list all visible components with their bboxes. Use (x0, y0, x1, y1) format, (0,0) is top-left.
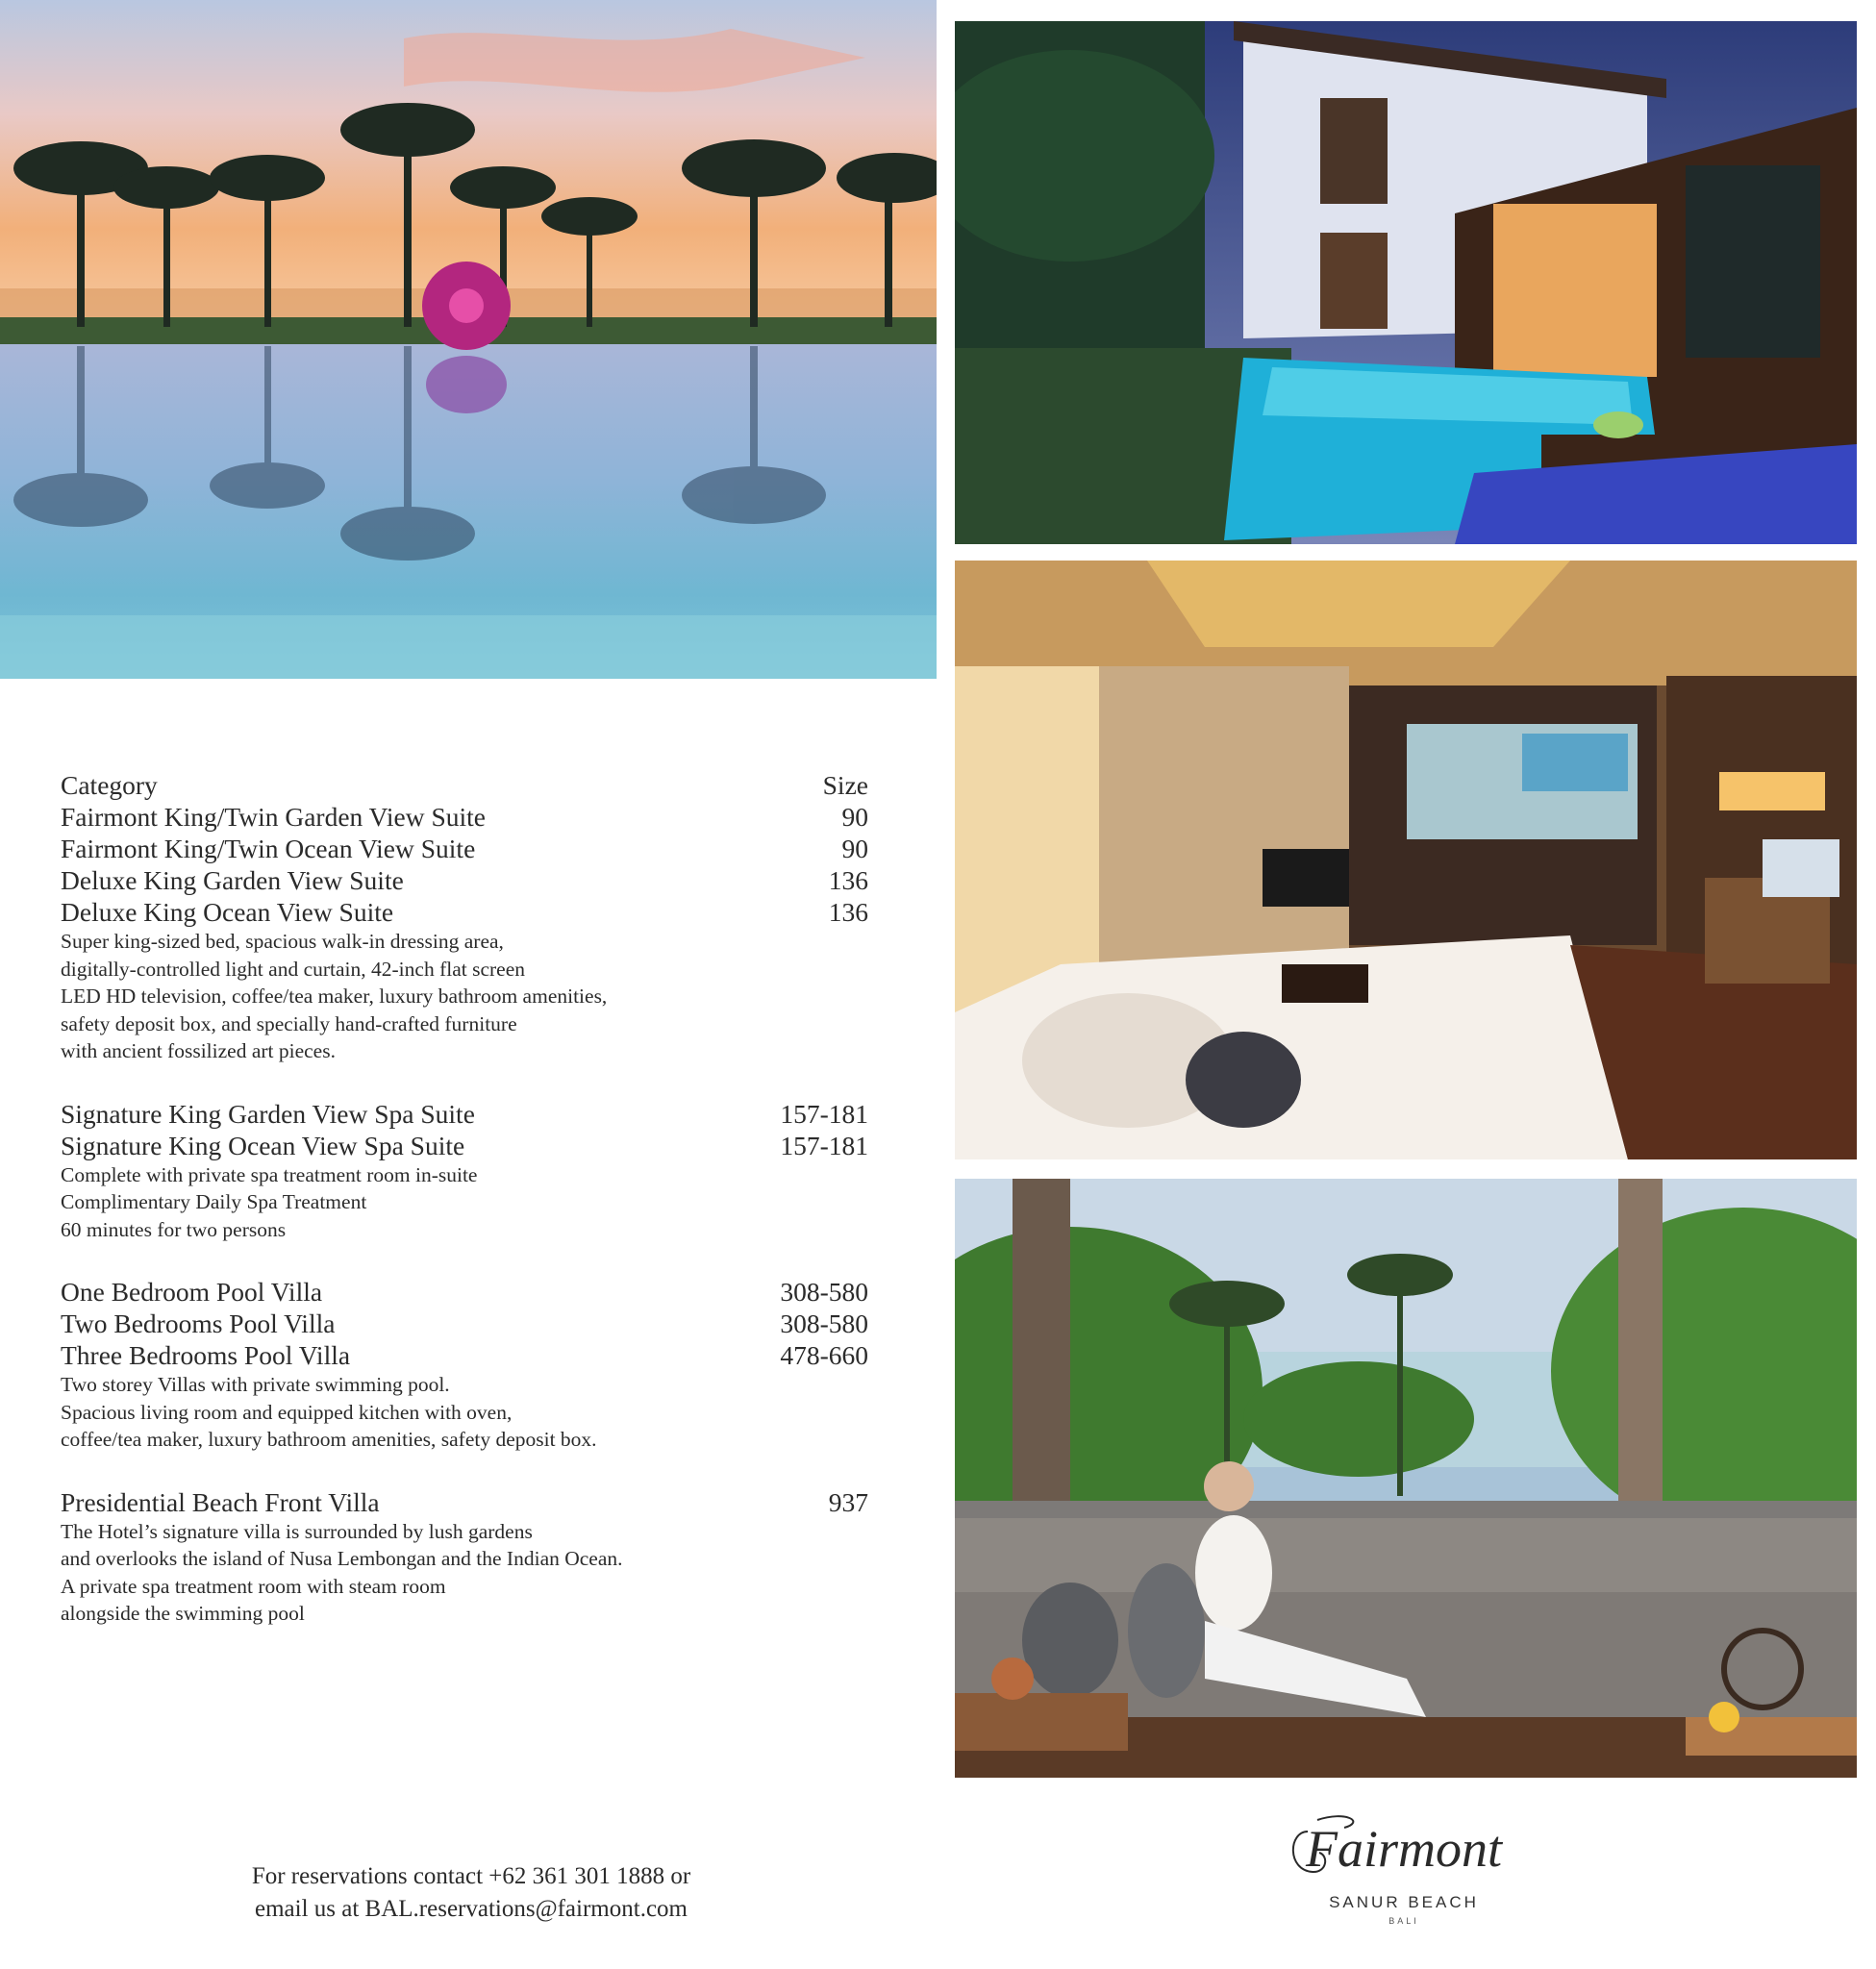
table-row (61, 896, 868, 928)
room-group-spa-suites (61, 1098, 868, 1244)
description-line: coffee/tea maker, luxury bathroom amenities, safety deposit box. (61, 1428, 597, 1451)
table-row (61, 1308, 868, 1339)
description-line: The Hotel’s signature villa is surrounded by lush gardens (61, 1519, 533, 1543)
description-line: Two storey Villas with private swimming pool. (61, 1373, 450, 1396)
reservation-contact (192, 1860, 750, 1926)
room-size: 90 (841, 834, 868, 863)
room-group-suites (61, 801, 868, 1065)
room-name: One Bedroom Pool Villa (61, 1277, 323, 1307)
table-row (61, 1130, 868, 1161)
description-line: Spacious living room and equipped kitchen with oven, (61, 1400, 513, 1424)
contact-line-phone: For reservations contact +62 361 301 1888 or (251, 1863, 691, 1889)
room-size: 136 (828, 865, 868, 895)
table-row (61, 801, 868, 833)
room-size: 937 (828, 1486, 868, 1517)
room-size: 308-580 (780, 1309, 868, 1338)
room-name: Deluxe King Garden View Suite (61, 865, 404, 895)
hero-photo-pool-sunset (0, 0, 937, 679)
fairmont-wordmark-icon (1269, 1803, 1538, 1889)
table-row (61, 1276, 868, 1308)
room-name: Fairmont King/Twin Ocean View Suite (61, 834, 476, 863)
room-name: Two Bedrooms Pool Villa (61, 1309, 336, 1338)
room-name: Deluxe King Ocean View Suite (61, 897, 394, 927)
description-line: and overlooks the island of Nusa Lembongan and the Indian Ocean. (61, 1547, 623, 1570)
room-name: Signature King Ocean View Spa Suite (61, 1130, 465, 1160)
table-header (61, 769, 868, 801)
header-category: Category (61, 770, 158, 800)
room-size: 136 (828, 897, 868, 927)
fairmont-logo (1269, 1803, 1538, 1937)
room-description (61, 1518, 868, 1628)
description-line: Super king-sized bed, spacious walk-in dressing area, (61, 930, 504, 953)
room-description (61, 1161, 868, 1244)
room-name: Fairmont King/Twin Garden View Suite (61, 802, 486, 832)
photo-villa-private-pool (955, 21, 1857, 544)
logo-subtitle: SANUR BEACH (1329, 1893, 1479, 1911)
photo-suite-bedroom (955, 561, 1857, 1159)
table-row (61, 1339, 868, 1371)
table-row (61, 864, 868, 896)
description-line: safety deposit box, and specially hand-crafted furniture (61, 1011, 517, 1035)
table-row (61, 833, 868, 864)
description-line: 60 minutes for two persons (61, 1217, 287, 1241)
logo-place: BALI (1388, 1916, 1419, 1926)
room-size: 478-660 (780, 1340, 868, 1370)
room-group-presidential (61, 1486, 868, 1628)
description-line: Complimentary Daily Spa Treatment (61, 1190, 367, 1213)
room-description (61, 928, 868, 1065)
room-size: 90 (841, 802, 868, 832)
logo-wordmark: Fairmont (1305, 1820, 1503, 1878)
room-size: 157-181 (780, 1130, 868, 1160)
photo-lounge-ocean-view (955, 1179, 1857, 1778)
header-size: Size (822, 770, 868, 800)
description-line: LED HD television, coffee/tea maker, luxury bathroom amenities, (61, 984, 608, 1008)
description-line: digitally-controlled light and curtain, 42-inch flat screen (61, 957, 525, 981)
room-name: Presidential Beach Front Villa (61, 1486, 380, 1517)
table-row (61, 1486, 868, 1518)
room-name: Signature King Garden View Spa Suite (61, 1098, 475, 1129)
description-line: with ancient fossilized art pieces. (61, 1039, 336, 1062)
description-line: Complete with private spa treatment room in-suite (61, 1162, 478, 1186)
contact-line-email[interactable]: email us at BAL.reservations@fairmont.com (255, 1896, 688, 1922)
room-categories (61, 769, 868, 1660)
description-line: A private spa treatment room with steam room (61, 1574, 446, 1598)
room-group-pool-villas (61, 1276, 868, 1454)
room-description (61, 1371, 868, 1454)
room-size: 308-580 (780, 1277, 868, 1307)
description-line: alongside the swimming pool (61, 1602, 305, 1625)
room-size: 157-181 (780, 1098, 868, 1129)
table-row (61, 1098, 868, 1130)
room-name: Three Bedrooms Pool Villa (61, 1340, 351, 1370)
